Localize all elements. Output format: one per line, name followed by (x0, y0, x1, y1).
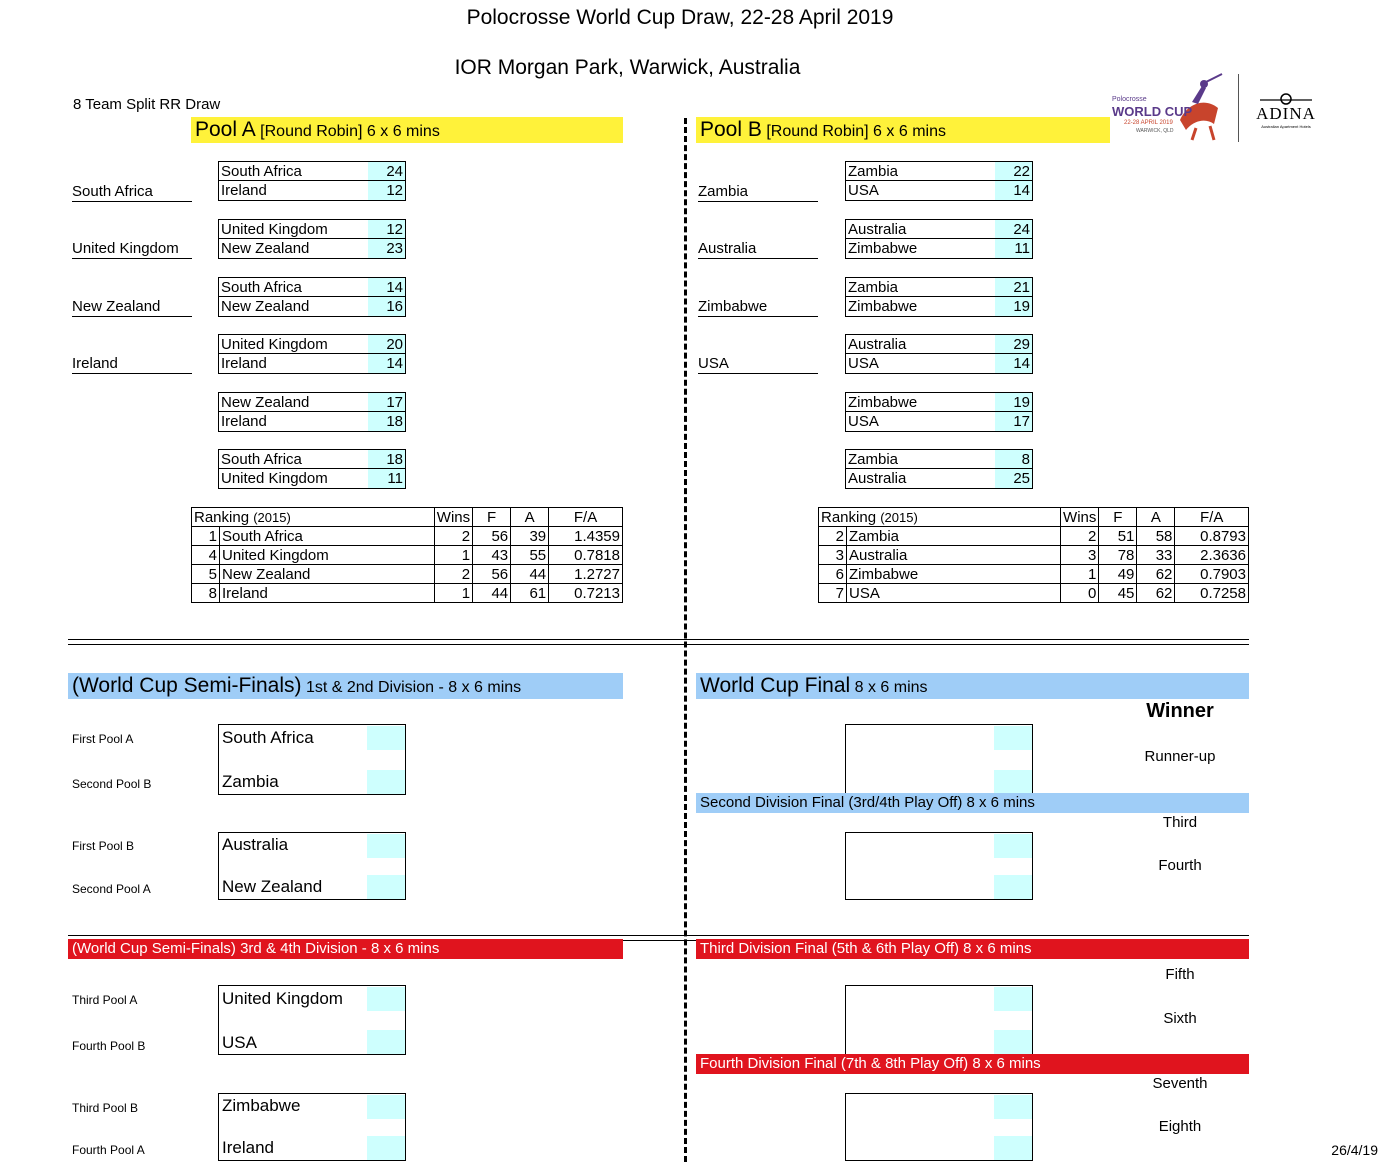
team-name: South Africa (222, 728, 314, 747)
team-name: USA (222, 1033, 257, 1052)
score-cell (367, 1095, 405, 1119)
rank-cell: 3 (819, 546, 847, 565)
against-cell: 33 (1137, 546, 1175, 565)
team-score: 20 (368, 335, 405, 353)
sponsor-logos (1110, 72, 1330, 144)
logo-dates: 22-28 APRIL 2019 (1124, 120, 1173, 126)
team-score: 18 (368, 412, 405, 431)
final-match-box (845, 985, 1033, 1055)
pool-b-ranking-table (818, 507, 1249, 603)
for-cell: 44 (473, 584, 511, 603)
team-cell: Ireland (220, 584, 435, 603)
print-date: 26/4/19 (1331, 1142, 1378, 1158)
table-row (192, 584, 623, 603)
for-cell: 51 (1099, 527, 1137, 546)
ratio-cell: 0.7903 (1175, 565, 1249, 584)
pool-a-bye: Ireland (72, 354, 192, 374)
team-name: Zambia (848, 451, 899, 468)
against-cell: 58 (1137, 527, 1175, 546)
team-score: 14 (368, 354, 405, 373)
world-cup-logo (1110, 72, 1230, 142)
team-name: South Africa (221, 451, 302, 468)
team-score: 17 (995, 412, 1032, 431)
team-name: New Zealand (222, 877, 323, 896)
pool-b-bye: Australia (698, 239, 818, 259)
wins-cell: 1 (434, 546, 472, 565)
team-name: South Africa (221, 163, 302, 180)
ratio-cell: 1.2727 (549, 565, 623, 584)
pool-b-bye: Zimbabwe (698, 297, 818, 317)
wins-cell: 2 (434, 565, 472, 584)
pool-b-header (696, 117, 1110, 143)
section-divider (68, 639, 1249, 645)
fourth-division-final-header: Fourth Division Final (7th & 8th Play Off) 8 x 6 mins (696, 1054, 1249, 1074)
team-name: Australia (848, 470, 907, 487)
place-label: Sixth (1163, 1010, 1197, 1027)
rank-cell: 7 (819, 584, 847, 603)
team-name: Ireland (221, 413, 267, 430)
third-division-final-header: Third Division Final (5th & 6th Play Off) 8 x 6 mins (696, 939, 1249, 959)
table-row (819, 546, 1249, 565)
pool-a-match (218, 392, 406, 432)
pool-a-match (218, 161, 406, 201)
for-cell: 45 (1099, 584, 1137, 603)
score-cell (367, 987, 405, 1011)
pool-b-match (845, 219, 1033, 259)
for-cell: 56 (473, 565, 511, 584)
for-cell: 43 (473, 546, 511, 565)
team-score: 29 (995, 335, 1032, 353)
ranking-year: (2015) (880, 509, 918, 525)
adina-logo (1250, 90, 1322, 130)
score-cell (367, 726, 405, 750)
team-name: Zimbabwe (848, 394, 918, 411)
team-score: 14 (995, 354, 1032, 373)
seed-label: Fourth Pool B (72, 1039, 146, 1053)
place-label: Runner-up (1144, 748, 1216, 765)
table-row (819, 584, 1249, 603)
team-name: South Africa (221, 279, 302, 296)
pool-b-match (845, 392, 1033, 432)
against-cell: 44 (511, 565, 549, 584)
col-against: A (511, 508, 549, 527)
team-score: 19 (995, 393, 1032, 411)
pool-a-bye: United Kingdom (72, 239, 192, 259)
final-match-box (845, 724, 1033, 795)
pool-b-match (845, 449, 1033, 489)
team-name: Australia (848, 336, 907, 353)
for-cell: 78 (1099, 546, 1137, 565)
team-name: Australia (222, 835, 289, 854)
page-title: Polocrosse World Cup Draw, 22-28 April 2019 (466, 6, 894, 29)
pool-b-title: Pool B (700, 118, 762, 141)
pool-a-match (218, 219, 406, 259)
final-match-box (845, 1093, 1033, 1161)
pool-a-header (191, 117, 623, 143)
team-score: 22 (995, 162, 1032, 180)
team-cell: Zambia (847, 527, 1061, 546)
world-cup-final-format: 8 x 6 mins (850, 679, 928, 696)
wins-cell: 1 (434, 584, 472, 603)
score-cell (994, 875, 1032, 899)
semi-match-box (218, 832, 406, 900)
pool-b-match (845, 334, 1033, 374)
team-name: USA (848, 413, 879, 430)
pool-a-match (218, 449, 406, 489)
seed-label: Third Pool B (72, 1101, 139, 1115)
team-cell: New Zealand (220, 565, 435, 584)
wins-cell: 3 (1061, 546, 1099, 565)
table-row (192, 546, 623, 565)
pool-b-match (845, 277, 1033, 317)
ratio-cell: 0.7818 (549, 546, 623, 565)
team-name: Zambia (848, 163, 899, 180)
score-cell (367, 875, 405, 899)
venue-title: IOR Morgan Park, Warwick, Australia (454, 56, 801, 79)
final-match-box (845, 832, 1033, 900)
seed-label: Second Pool B (72, 777, 152, 791)
against-cell: 62 (1137, 565, 1175, 584)
adina-tagline: Australian Apartment Hotels (1261, 124, 1311, 129)
draw-subtitle: 8 Team Split RR Draw (73, 96, 221, 113)
seed-label: Third Pool A (72, 993, 138, 1007)
pool-b-bye: Zambia (698, 182, 818, 202)
team-name: United Kingdom (221, 221, 328, 238)
pool-a-bye: New Zealand (72, 297, 192, 317)
against-cell: 62 (1137, 584, 1175, 603)
table-row (192, 565, 623, 584)
table-header-row (819, 508, 1249, 527)
logo-divider (1238, 74, 1239, 142)
for-cell: 49 (1099, 565, 1137, 584)
team-name: Ireland (221, 182, 267, 199)
place-label: Fourth (1158, 857, 1202, 874)
pool-b-bye: USA (698, 354, 818, 374)
score-cell (994, 770, 1032, 794)
place-label: Third (1162, 814, 1198, 831)
place-label: Winner (1146, 700, 1214, 722)
rank-cell: 1 (192, 527, 220, 546)
wins-cell: 0 (1061, 584, 1099, 603)
team-score: 23 (368, 239, 405, 258)
team-name: United Kingdom (221, 336, 328, 353)
ratio-cell: 0.8793 (1175, 527, 1249, 546)
score-cell (367, 1136, 405, 1160)
team-cell: Australia (847, 546, 1061, 565)
rank-cell: 4 (192, 546, 220, 565)
score-cell (994, 726, 1032, 750)
team-score: 17 (368, 393, 405, 411)
col-for: F (1099, 508, 1137, 527)
team-score: 19 (995, 297, 1032, 316)
logo-small-text: Polocrosse (1112, 96, 1147, 103)
team-score: 24 (995, 220, 1032, 238)
team-score: 12 (368, 220, 405, 238)
team-cell: United Kingdom (220, 546, 435, 565)
logo-big-text: WORLD CUP (1112, 104, 1193, 119)
seed-label: First Pool A (72, 732, 134, 746)
team-name: USA (848, 355, 879, 372)
wins-cell: 2 (1061, 527, 1099, 546)
semis-1-header (68, 673, 623, 699)
ranking-header (819, 508, 1061, 527)
team-name: New Zealand (221, 298, 310, 315)
team-score: 12 (368, 181, 405, 200)
table-row (192, 527, 623, 546)
team-name: United Kingdom (222, 989, 343, 1008)
wins-cell: 2 (434, 527, 472, 546)
team-score: 14 (995, 181, 1032, 200)
logo-place: WARWICK, QLD (1136, 128, 1174, 134)
adina-wordmark: ADINA (1256, 104, 1316, 123)
semis-1-format: 1st & 2nd Division - 8 x 6 mins (301, 679, 522, 696)
rank-cell: 6 (819, 565, 847, 584)
team-cell: Zimbabwe (847, 565, 1061, 584)
semi-match-box (218, 724, 406, 795)
score-cell (367, 1030, 405, 1054)
team-name: Zimbabwe (222, 1096, 301, 1115)
score-cell (994, 1030, 1032, 1054)
table-header-row (192, 508, 623, 527)
rank-cell: 5 (192, 565, 220, 584)
team-cell: USA (847, 584, 1061, 603)
pool-a-bye: South Africa (72, 182, 192, 202)
pool-a-ranking-table (191, 507, 623, 603)
team-name: New Zealand (221, 394, 310, 411)
col-for: F (473, 508, 511, 527)
team-score: 25 (995, 469, 1032, 488)
score-cell (994, 1095, 1032, 1119)
table-row (819, 565, 1249, 584)
semi-match-box (218, 1093, 406, 1161)
team-name: USA (848, 182, 879, 199)
ratio-cell: 0.7258 (1175, 584, 1249, 603)
col-against: A (1137, 508, 1175, 527)
team-score: 16 (368, 297, 405, 316)
ranking-year: (2015) (253, 509, 291, 525)
world-cup-final-header (696, 673, 1249, 699)
rank-cell: 2 (819, 527, 847, 546)
pool-a-format: [Round Robin] 6 x 6 mins (255, 123, 440, 140)
team-score: 11 (995, 239, 1032, 258)
seed-label: First Pool B (72, 839, 135, 853)
team-name: New Zealand (221, 240, 310, 257)
team-score: 24 (368, 162, 405, 180)
team-name: Zimbabwe (848, 240, 918, 257)
team-name: Zambia (222, 772, 279, 791)
col-ratio: F/A (549, 508, 623, 527)
seed-label: Second Pool A (72, 882, 151, 896)
ratio-cell: 2.3636 (1175, 546, 1249, 565)
world-cup-final-title: World Cup Final (700, 674, 851, 697)
seed-label: Fourth Pool A (72, 1143, 145, 1157)
team-name: Ireland (221, 355, 267, 372)
pool-a-title: Pool A (195, 118, 256, 141)
semi-match-box (218, 985, 406, 1055)
rank-cell: 8 (192, 584, 220, 603)
against-cell: 61 (511, 584, 549, 603)
place-label: Fifth (1165, 966, 1195, 983)
col-wins: Wins (434, 508, 472, 527)
ranking-label: Ranking (821, 508, 877, 526)
team-name: Zimbabwe (848, 298, 918, 315)
against-cell: 55 (511, 546, 549, 565)
against-cell: 39 (511, 527, 549, 546)
team-score: 21 (995, 278, 1032, 296)
wins-cell: 1 (1061, 565, 1099, 584)
place-label: Eighth (1158, 1118, 1202, 1135)
semis-2-header: (World Cup Semi-Finals) 3rd & 4th Division - 8 x 6 mins (68, 939, 623, 959)
ranking-label: Ranking (194, 508, 250, 526)
pool-a-match (218, 277, 406, 317)
score-cell (367, 770, 405, 794)
team-score: 14 (368, 278, 405, 296)
team-score: 8 (995, 450, 1032, 468)
place-label: Seventh (1152, 1075, 1208, 1092)
team-name: Ireland (222, 1138, 274, 1157)
team-score: 11 (368, 469, 405, 488)
team-cell: South Africa (220, 527, 435, 546)
team-score: 18 (368, 450, 405, 468)
second-division-final-header: Second Division Final (3rd/4th Play Off) 8 x 6 mins (696, 793, 1249, 813)
col-wins: Wins (1061, 508, 1099, 527)
pool-a-match (218, 334, 406, 374)
ranking-header (192, 508, 435, 527)
score-cell (994, 1136, 1032, 1160)
semis-1-title: (World Cup Semi-Finals) (72, 674, 302, 697)
team-name: United Kingdom (221, 470, 328, 487)
pool-b-format: [Round Robin] 6 x 6 mins (761, 123, 946, 140)
score-cell (367, 834, 405, 858)
ratio-cell: 0.7213 (549, 584, 623, 603)
pool-b-match (845, 161, 1033, 201)
table-row (819, 527, 1249, 546)
for-cell: 56 (473, 527, 511, 546)
team-name: Australia (848, 221, 907, 238)
ratio-cell: 1.4359 (549, 527, 623, 546)
col-ratio: F/A (1175, 508, 1249, 527)
score-cell (994, 834, 1032, 858)
team-name: Zambia (848, 279, 899, 296)
score-cell (994, 987, 1032, 1011)
